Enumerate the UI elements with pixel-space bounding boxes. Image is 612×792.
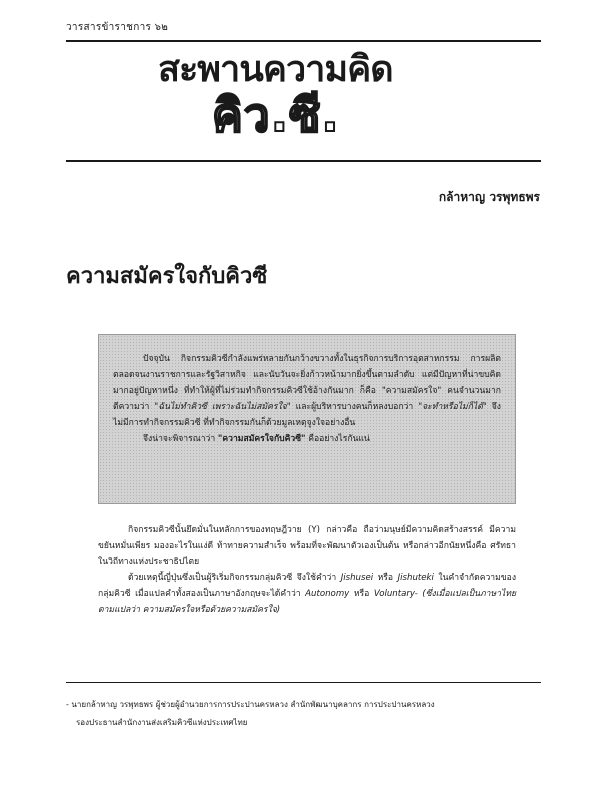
term-jishusei: Jishusei xyxy=(340,573,374,583)
header-divider xyxy=(66,160,541,162)
body-text-2a: ด้วยเหตุนี้ญี่ปุ่นซึ่งเป็นผู้ริเริ่มกิจกรรมกลุ่มคิวซี จึงใช้คำว่า xyxy=(128,573,337,583)
footnote xyxy=(66,696,526,732)
footnote-line-1: - นายกล้าหาญ วรพุทธพร ผู้ช่วยผู้อำนวยการการประปานครหลวง สำนักพัฒนาบุคลากร การประปานครหลวง xyxy=(66,700,435,709)
footnote-rule xyxy=(66,682,541,683)
term-voluntary: Voluntary- xyxy=(373,589,418,599)
body-text-2b: ในคำจำกัดความของกลุ่มคิวซี เมื่อแปลคำทั้งสองเป็นภาษาอังกฤษจะได้คำว่า xyxy=(98,573,517,599)
column-name-line1: สะพานความคิด xyxy=(158,49,393,90)
intro-quote-1: "ฉันไม่ทำคิวซี เพราะฉันไม่สมัครใจ" xyxy=(154,402,291,412)
intro-box xyxy=(98,334,516,504)
intro-quote-2: "จะทำหรือไม่ก็ได้" xyxy=(418,402,487,412)
author-name: กล้าหาญ วรพุทธพร xyxy=(438,190,540,204)
body-or-2: หรือ xyxy=(353,589,370,599)
intro-text-1b: และผู้บริหารบางคนก็หลงบอกว่า xyxy=(295,402,414,412)
body-paragraph-2 xyxy=(98,570,516,618)
body-paragraph-1: กิจกรรมคิวซีนั้นยึดมั่นในหลักการของทฤษฎีวาย (Y) กล่าวคือ ถือว่ามนุษย์มีความคิดสร้างสรรค์ มีความขยันหมั่นเพียร มองอะไรในแง่ดี ท้าทายความสำเร็จ พร้อมที่จะพัฒนาตัวเองเป็นต้น หรือกล่าวอีกนัยหนึ่งคือ ศรัทธาในวิถีทางแห่งประชาธิปไตย xyxy=(98,525,516,567)
intro-text-1: ปัจจุบัน กิจกรรมคิวซีกำลังแพร่หลายกันกว้างขวางทั้งในธุรกิจการบริการอุตสาหกรรม การผลิต ตลอดจนงานราชการและรัฐวิสาหกิจ และนับวันจะยิ่งก้าวหน้ามากยิ่งขึ้นตามลำดับ แต่มีปัญหาที่น่าขบคิดมากอยู่ปัญหาหนึ่ง ที่ทำให้ผู้ที่ไม่ร่วมทำกิจกรรมคิวซีใช้อ้างกันมาก ก็คือ "ความสมัครใจ" คนจำนวนมากตีความว่า xyxy=(113,354,501,412)
body-text-2c: (ซึ่งเมื่อแปลเป็นภาษาไทยตามแปลว่า ความสมัครใจหรือด้วยความสมัครใจ) xyxy=(98,589,517,615)
intro-quote-3: "ความสมัครใจกับคิวซี" xyxy=(217,434,306,444)
body-or-1: หรือ xyxy=(377,573,394,583)
intro-text-2b: คืออย่างไรกันแน่ xyxy=(308,434,370,444)
column-name-line2: คิว.ซี. xyxy=(212,88,340,142)
footnote-line-2: รองประธานสำนักงานส่งเสริมคิวซีแห่งประเทศไทย xyxy=(76,718,248,727)
article-title: ความสมัครใจกับคิวซี xyxy=(66,264,268,289)
term-autonomy: Autonomy xyxy=(305,589,350,599)
article-body xyxy=(98,522,516,618)
top-rule xyxy=(66,40,541,42)
intro-text-1c: จึงไม่มีการทำกิจกรรมคิวซี ที่ทำกิจกรรมกันก็ด้วยมูลเหตุจูงใจอย่างอื่น xyxy=(113,402,501,428)
term-jishuteki: Jishuteki xyxy=(397,573,434,583)
intro-paragraph-2 xyxy=(113,431,501,447)
journal-label: วารสารข้าราชการ ๖๒ xyxy=(66,22,169,33)
intro-text-2a: จึงน่าจะพิจารณาว่า xyxy=(143,434,216,444)
intro-paragraph-1 xyxy=(113,351,501,431)
